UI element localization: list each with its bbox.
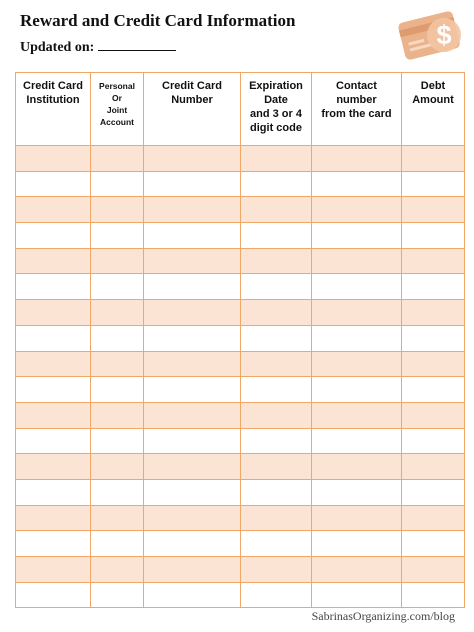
- blank-entry-cell[interactable]: [91, 300, 144, 326]
- column-header-institution: Credit Card Institution: [16, 73, 91, 146]
- blank-entry-cell[interactable]: [241, 377, 312, 403]
- blank-entry-cell[interactable]: [402, 377, 465, 403]
- blank-entry-cell[interactable]: [241, 274, 312, 300]
- table-row: [16, 479, 465, 505]
- blank-entry-cell[interactable]: [144, 351, 241, 377]
- blank-entry-cell[interactable]: [312, 454, 402, 480]
- blank-entry-cell[interactable]: [312, 325, 402, 351]
- blank-entry-cell[interactable]: [16, 325, 91, 351]
- table-row: [16, 428, 465, 454]
- blank-entry-cell[interactable]: [312, 146, 402, 172]
- credit-card-dollar-icon: [395, 4, 467, 66]
- blank-entry-cell[interactable]: [241, 300, 312, 326]
- table-row: [16, 325, 465, 351]
- blank-entry-cell[interactable]: [402, 531, 465, 557]
- blank-entry-cell[interactable]: [91, 402, 144, 428]
- blank-entry-cell[interactable]: [144, 454, 241, 480]
- blank-entry-cell[interactable]: [312, 274, 402, 300]
- blank-entry-cell[interactable]: [402, 146, 465, 172]
- blank-entry-cell[interactable]: [91, 248, 144, 274]
- blank-entry-cell[interactable]: [402, 325, 465, 351]
- table-row: [16, 171, 465, 197]
- blank-entry-cell[interactable]: [144, 505, 241, 531]
- blank-entry-cell[interactable]: [16, 479, 91, 505]
- blank-entry-cell[interactable]: [16, 428, 91, 454]
- blank-entry-cell[interactable]: [144, 531, 241, 557]
- table-row: [16, 531, 465, 557]
- blank-entry-cell[interactable]: [144, 223, 241, 249]
- column-header-account-type: Personal Or Joint Account: [91, 73, 144, 146]
- table-row: [16, 402, 465, 428]
- blank-entry-cell[interactable]: [312, 223, 402, 249]
- table-row: [16, 197, 465, 223]
- blank-entry-cell[interactable]: [16, 531, 91, 557]
- blank-entry-cell[interactable]: [16, 505, 91, 531]
- blank-entry-cell[interactable]: [402, 479, 465, 505]
- blank-entry-cell[interactable]: [241, 325, 312, 351]
- blank-entry-cell[interactable]: [91, 325, 144, 351]
- blank-entry-cell[interactable]: [402, 223, 465, 249]
- column-header-debt: Debt Amount: [402, 73, 465, 146]
- blank-entry-cell[interactable]: [241, 557, 312, 583]
- blank-entry-cell[interactable]: [241, 505, 312, 531]
- blank-entry-cell[interactable]: [91, 505, 144, 531]
- blank-entry-cell[interactable]: [402, 274, 465, 300]
- blank-entry-cell[interactable]: [91, 582, 144, 608]
- blank-entry-cell[interactable]: [241, 171, 312, 197]
- blank-entry-cell[interactable]: [16, 223, 91, 249]
- blank-entry-cell[interactable]: [91, 531, 144, 557]
- column-header-card-number: Credit Card Number: [144, 73, 241, 146]
- blank-entry-cell[interactable]: [16, 171, 91, 197]
- blank-entry-cell[interactable]: [144, 582, 241, 608]
- blank-entry-cell[interactable]: [402, 428, 465, 454]
- blank-entry-cell[interactable]: [144, 479, 241, 505]
- blank-entry-cell[interactable]: [312, 197, 402, 223]
- table-row: [16, 351, 465, 377]
- table-row: [16, 557, 465, 583]
- blank-entry-cell[interactable]: [16, 377, 91, 403]
- blank-entry-cell[interactable]: [402, 582, 465, 608]
- table-body: [16, 146, 465, 608]
- blank-entry-cell[interactable]: [144, 197, 241, 223]
- page-title: Reward and Credit Card Information: [20, 11, 296, 30]
- blank-entry-cell[interactable]: [91, 197, 144, 223]
- blank-entry-cell[interactable]: [144, 377, 241, 403]
- blank-entry-cell[interactable]: [312, 557, 402, 583]
- blank-entry-cell[interactable]: [144, 274, 241, 300]
- updated-on-label: Updated on:: [20, 40, 95, 55]
- blank-entry-cell[interactable]: [241, 531, 312, 557]
- blank-entry-cell[interactable]: [241, 223, 312, 249]
- table-header-row: [16, 73, 465, 146]
- blank-entry-cell[interactable]: [241, 248, 312, 274]
- blank-entry-cell[interactable]: [16, 582, 91, 608]
- blank-entry-cell[interactable]: [312, 248, 402, 274]
- blank-entry-cell[interactable]: [16, 454, 91, 480]
- blank-entry-cell[interactable]: [402, 454, 465, 480]
- blank-entry-cell[interactable]: [241, 428, 312, 454]
- blank-entry-cell[interactable]: [241, 197, 312, 223]
- blank-entry-cell[interactable]: [241, 146, 312, 172]
- blank-entry-cell[interactable]: [16, 557, 91, 583]
- blank-entry-cell[interactable]: [16, 300, 91, 326]
- blank-entry-cell[interactable]: [91, 274, 144, 300]
- blank-entry-cell[interactable]: [144, 300, 241, 326]
- blank-entry-cell[interactable]: [241, 351, 312, 377]
- blank-entry-cell[interactable]: [91, 171, 144, 197]
- blank-entry-cell[interactable]: [144, 325, 241, 351]
- blank-entry-cell[interactable]: [144, 248, 241, 274]
- blank-entry-cell[interactable]: [312, 402, 402, 428]
- table-row: [16, 582, 465, 608]
- blank-entry-cell[interactable]: [241, 479, 312, 505]
- table-row: [16, 300, 465, 326]
- blank-entry-cell[interactable]: [91, 146, 144, 172]
- blank-entry-cell[interactable]: [144, 402, 241, 428]
- blank-entry-cell[interactable]: [312, 300, 402, 326]
- blank-entry-cell[interactable]: [312, 505, 402, 531]
- blank-entry-cell[interactable]: [402, 557, 465, 583]
- blank-entry-cell[interactable]: [312, 171, 402, 197]
- blank-entry-cell[interactable]: [91, 557, 144, 583]
- table-row: [16, 505, 465, 531]
- blank-entry-cell[interactable]: [402, 505, 465, 531]
- blank-entry-cell[interactable]: [91, 479, 144, 505]
- table-row: [16, 248, 465, 274]
- card-info-table: [15, 72, 465, 608]
- blank-entry-cell[interactable]: [16, 197, 91, 223]
- blank-entry-cell[interactable]: [402, 351, 465, 377]
- blank-entry-cell[interactable]: [144, 557, 241, 583]
- blank-entry-cell[interactable]: [312, 479, 402, 505]
- blank-entry-cell[interactable]: [16, 402, 91, 428]
- blank-entry-cell[interactable]: [91, 428, 144, 454]
- blank-entry-cell[interactable]: [91, 223, 144, 249]
- column-header-contact: Contact number from the card: [312, 73, 402, 146]
- blank-entry-cell[interactable]: [312, 377, 402, 403]
- blank-entry-cell[interactable]: [312, 582, 402, 608]
- updated-on-line: [20, 38, 176, 56]
- table-row: [16, 377, 465, 403]
- blank-entry-cell[interactable]: [241, 582, 312, 608]
- blank-entry-cell[interactable]: [241, 454, 312, 480]
- blank-entry-cell[interactable]: [91, 377, 144, 403]
- blank-entry-cell[interactable]: [16, 248, 91, 274]
- blank-entry-cell[interactable]: [144, 146, 241, 172]
- blank-entry-cell[interactable]: [91, 351, 144, 377]
- blank-entry-cell[interactable]: [16, 351, 91, 377]
- blank-entry-cell[interactable]: [402, 197, 465, 223]
- blank-entry-cell[interactable]: [241, 402, 312, 428]
- blank-entry-cell[interactable]: [16, 274, 91, 300]
- blank-entry-cell[interactable]: [312, 428, 402, 454]
- blank-entry-cell[interactable]: [144, 428, 241, 454]
- updated-on-blank: [98, 38, 176, 51]
- blank-entry-cell[interactable]: [16, 146, 91, 172]
- blank-entry-cell[interactable]: [402, 171, 465, 197]
- table-row: [16, 454, 465, 480]
- dollar-sign-icon: $: [436, 20, 452, 50]
- blank-entry-cell[interactable]: [312, 531, 402, 557]
- blank-entry-cell[interactable]: [312, 351, 402, 377]
- blank-entry-cell[interactable]: [402, 300, 465, 326]
- blank-entry-cell[interactable]: [402, 248, 465, 274]
- footer-url: SabrinasOrganizing.com/blog: [311, 609, 455, 623]
- blank-entry-cell[interactable]: [91, 454, 144, 480]
- table-row: [16, 223, 465, 249]
- table-row: [16, 274, 465, 300]
- table-row: [16, 146, 465, 172]
- blank-entry-cell[interactable]: [144, 171, 241, 197]
- column-header-expiration: Expiration Date and 3 or 4 digit code: [241, 73, 312, 146]
- blank-entry-cell[interactable]: [402, 402, 465, 428]
